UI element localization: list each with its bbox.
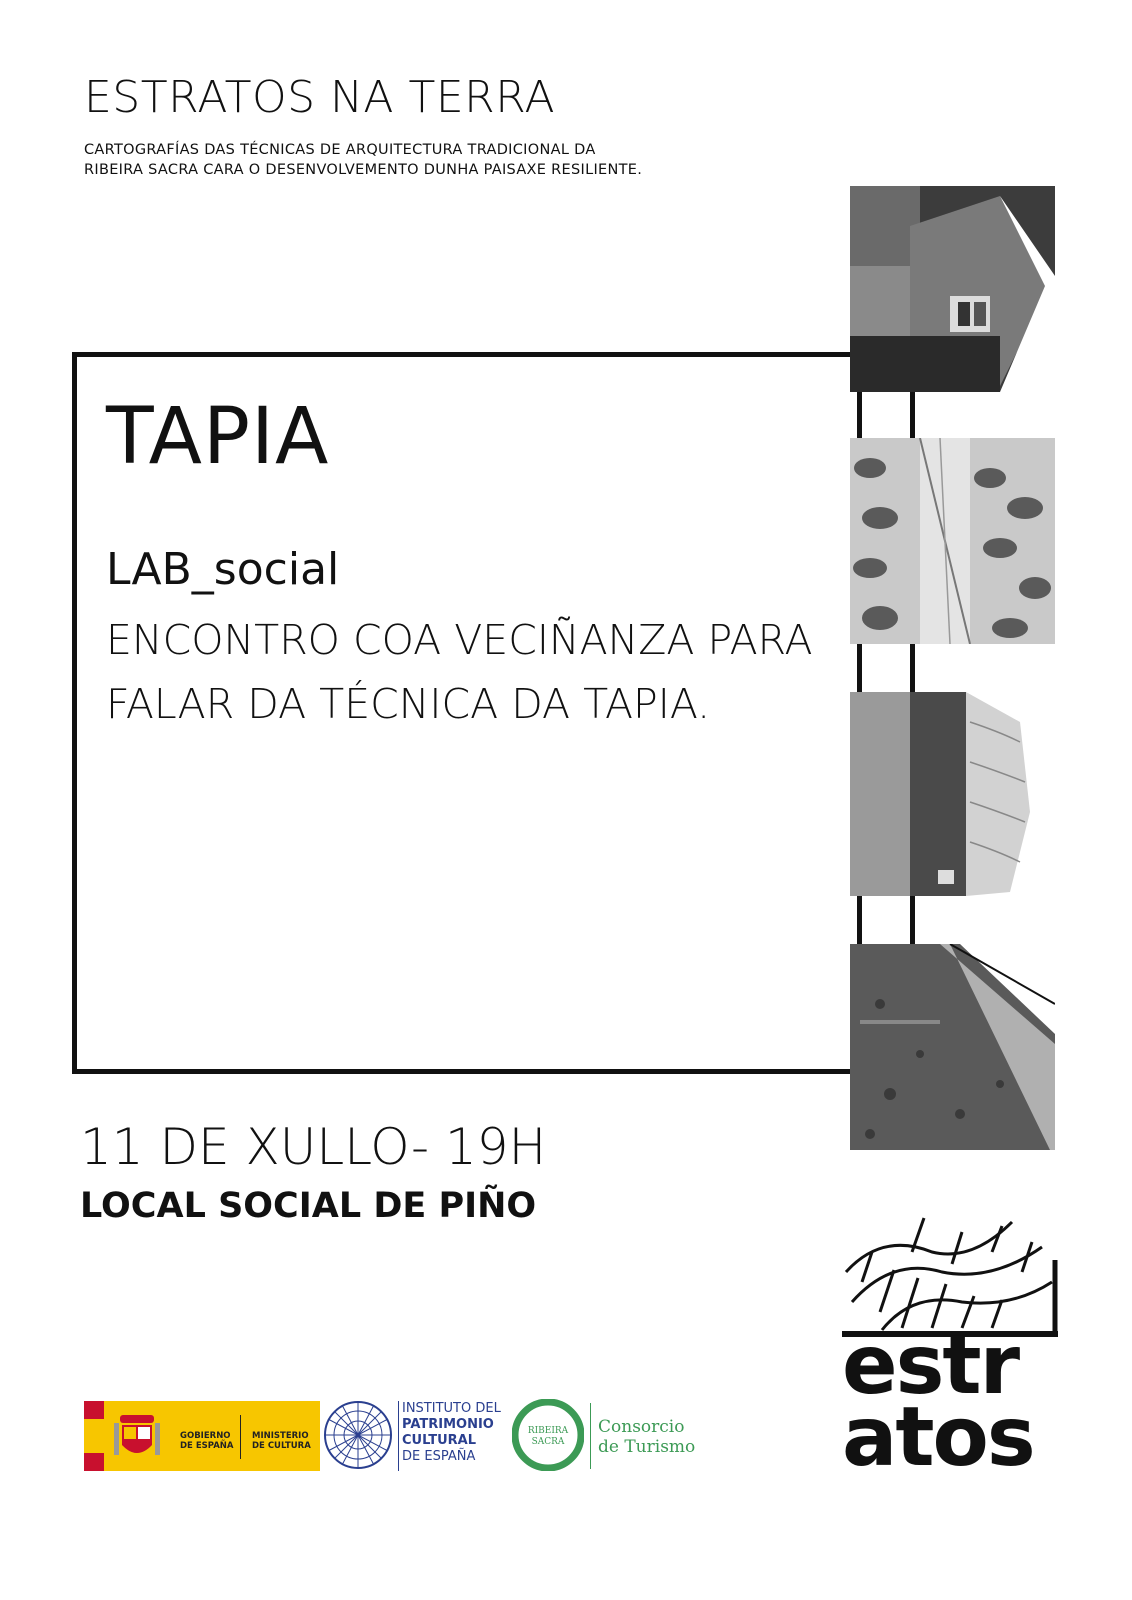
gobierno-text: GOBIERNO DE ESPAÑA <box>180 1431 234 1451</box>
ipce-emblem-icon <box>322 1399 394 1471</box>
poster-title: ESTRATOS NA TERRA <box>84 72 556 123</box>
ipce-text-line3: CULTURAL <box>402 1433 477 1448</box>
photo-house-facade <box>850 186 1055 392</box>
logo-word-line2: atos <box>842 1390 1034 1485</box>
estratos-logo-wordmark <box>842 1318 1062 1485</box>
consorcio-text-line2: de Turismo <box>598 1437 696 1457</box>
photo-connector <box>910 642 915 694</box>
ipce-text-line2: PATRIMONIO <box>402 1417 494 1432</box>
ministerio-text: MINISTERIO DE CULTURA <box>252 1431 311 1451</box>
technique-heading: TAPIA <box>106 392 330 482</box>
coat-of-arms-icon <box>114 1411 160 1463</box>
photo-connector <box>910 894 915 944</box>
photo-rammed-earth-corner <box>850 692 1055 896</box>
photo-stone-wall <box>850 438 1055 644</box>
ipce-text-line1: INSTITUTO DEL <box>402 1401 501 1416</box>
event-description: ENCONTRO COA VECIÑANZA PARA FALAR DA TÉCNICA DA TAPIA. <box>106 616 813 728</box>
poster-subtitle: CARTOGRAFÍAS DAS TÉCNICAS DE ARQUITECTURA TRADICIONAL DA RIBEIRA SACRA CARA O DESENVOLVEMENTO DUNHA PAISAXE RESILIENTE. <box>84 142 643 178</box>
photo-connector <box>910 390 915 440</box>
event-date: 11 DE XULLO- 19H <box>80 1118 547 1176</box>
event-venue: LOCAL SOCIAL DE PIÑO <box>80 1186 537 1226</box>
ipce-text-line4: DE ESPAÑA <box>402 1449 476 1464</box>
lab-label: LAB_social <box>106 544 340 595</box>
sponsor-logos <box>84 1395 744 1477</box>
consorcio-text-line1: Consorcio <box>598 1417 685 1437</box>
gobierno-espana-logo <box>84 1401 320 1471</box>
photo-wall-texture <box>850 944 1055 1150</box>
svg-text:SACRA: SACRA <box>531 1437 565 1447</box>
ribeira-sacra-emblem-icon <box>512 1399 584 1471</box>
svg-text:RIBEIRA: RIBEIRA <box>527 1426 569 1436</box>
logo-word-line1: estr <box>842 1318 1019 1413</box>
